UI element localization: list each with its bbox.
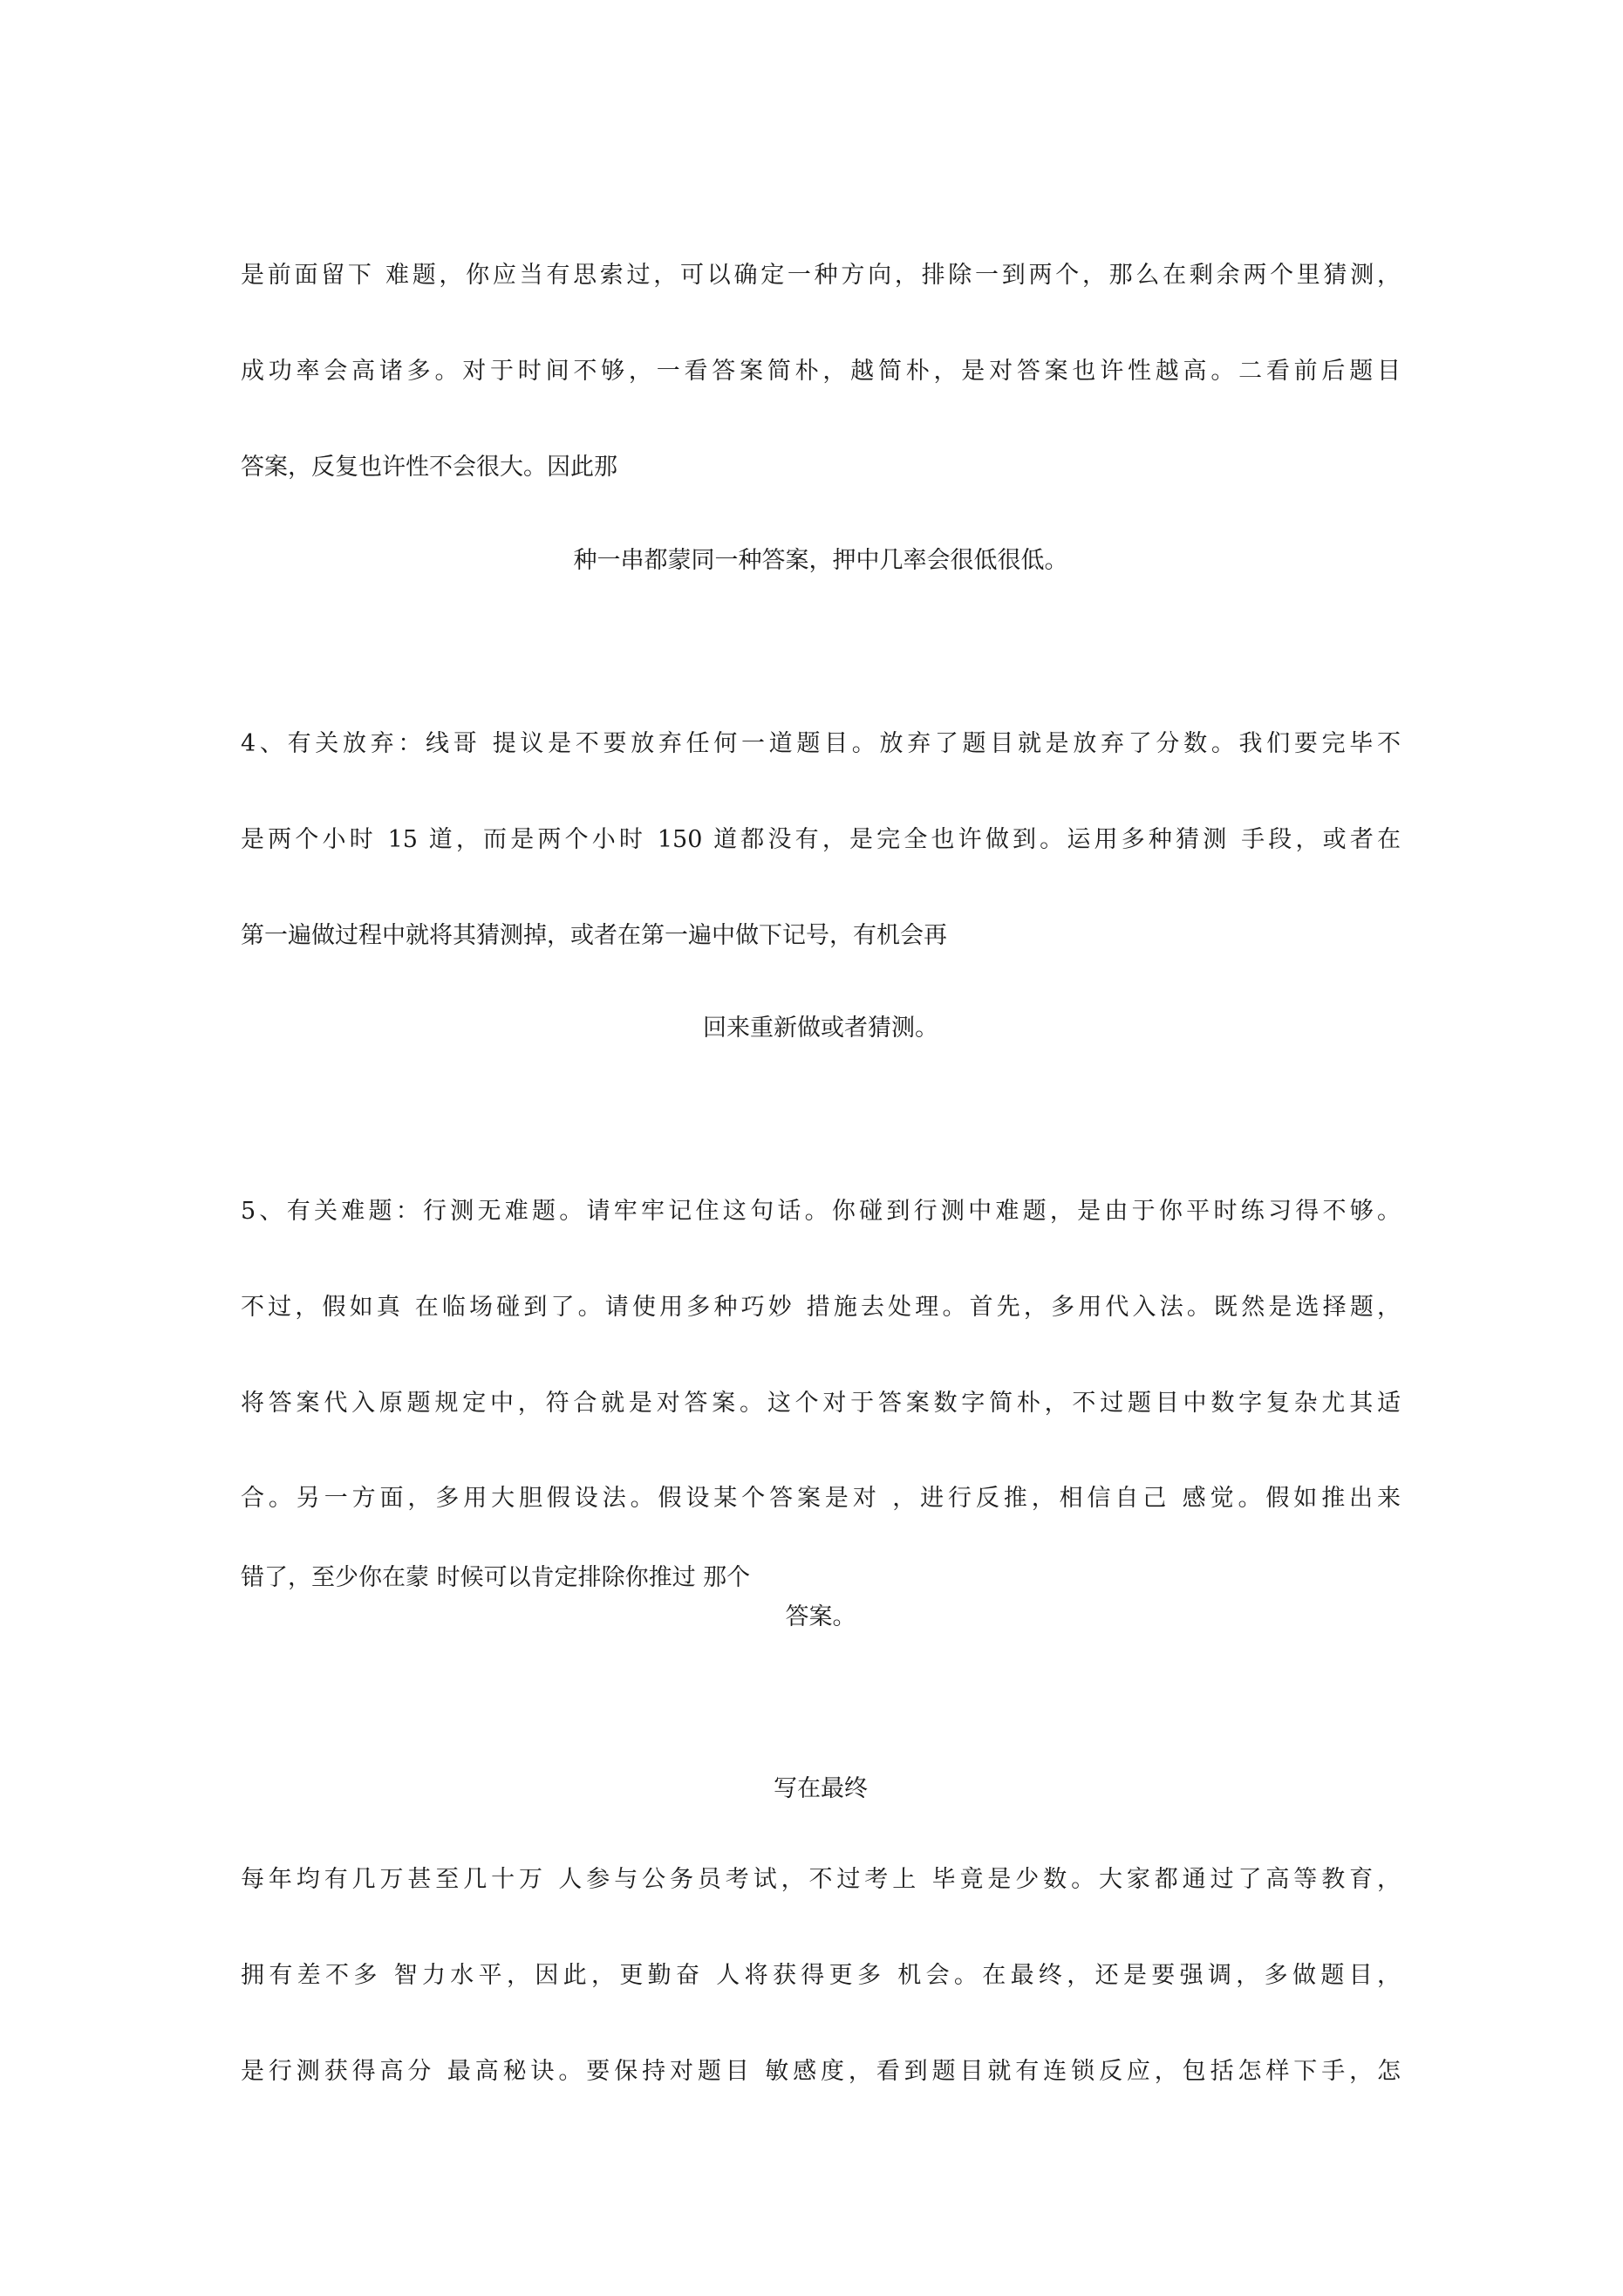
final-line3: 是行测获得高分 最高秘诀。要保持对题目 敏感度，看到题目就有连锁反应，包括怎样下手，怎 [241, 2058, 1401, 2085]
p4-line3: 第一遍做过程中就将其猜测掉，或者在第一遍中做下记号，有机会再 [241, 922, 947, 949]
p5-line1: 5、有关难题：行测无难题。请牢牢记住这句话。你碰到行测中难题，是由于你平时练习得不够。 [241, 1198, 1401, 1225]
p5-line4: 合。另一方面，多用大胆假设法。假设某个答案是对 ，进行反推，相信自己 感觉。假如推出来 [241, 1485, 1401, 1512]
p1-line3: 答案，反复也许性不会很大。因此那 [241, 454, 617, 481]
p5-line2: 不过，假如真 在临场碰到了。请使用多种巧妙 措施去处理。首先，多用代入法。既然是选择题， [241, 1294, 1401, 1321]
final-line1: 每年均有几万甚至几十万 人参与公务员考试，不过考上 毕竟是少数。大家都通过了高等教育， [241, 1866, 1401, 1893]
p4-line2: 是两个小时 15 道，而是两个小时 150 道都没有，是完全也许做到。运用多种猜测 手段，或者在 [241, 826, 1401, 853]
p1-line1: 是前面留下 难题，你应当有思索过，可以确定一种方向，排除一到两个，那么在剩余两个里猜测， [241, 262, 1401, 289]
final-heading: 写在最终 [774, 1775, 868, 1802]
p1-line2: 成功率会高诸多。对于时间不够，一看答案简朴，越简朴，是对答案也许性越高。二看前后题目 [241, 358, 1401, 385]
p4-line4: 回来重新做或者猜测。 [703, 1015, 938, 1042]
p5-line5: 错了，至少你在蒙 时候可以肯定排除你推过 那个 [241, 1564, 751, 1591]
p5-line6: 答案。 [785, 1603, 856, 1630]
p4-line1: 4、有关放弃：线哥 提议是不要放弃任何一道题目。放弃了题目就是放弃了分数。我们要完毕不 [241, 730, 1401, 757]
p1-line4: 种一串都蒙同一种答案，押中几率会很低很低。 [573, 547, 1068, 574]
p5-line3: 将答案代入原题规定中，符合就是对答案。这个对于答案数字简朴，不过题目中数字复杂尤其适 [241, 1390, 1401, 1417]
final-line2: 拥有差不多 智力水平，因此，更勤奋 人将获得更多 机会。在最终，还是要强调，多做题目， [241, 1962, 1401, 1989]
